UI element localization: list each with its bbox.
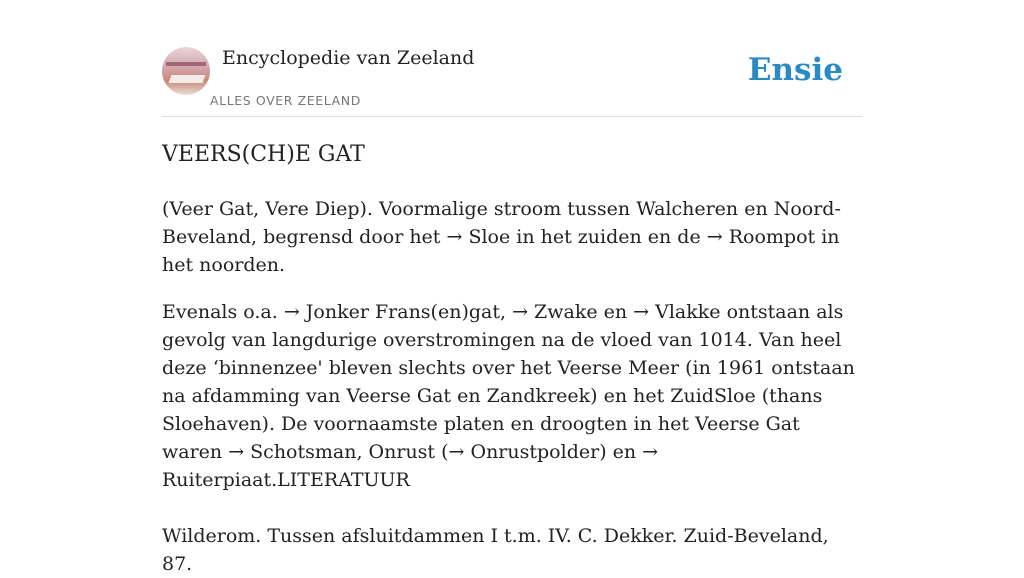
site-header: [162, 0, 862, 117]
site-subtitle: ALLES OVER ZEELAND: [210, 93, 361, 108]
entry-headword: VEERS(CH)E GAT: [162, 142, 365, 167]
page-content: [162, 0, 862, 578]
xref-link-schotsman[interactable]: → Schotsman: [228, 441, 357, 463]
site-title[interactable]: Encyclopedie van Zeeland: [222, 47, 475, 69]
xref-link-sloe[interactable]: → Sloe: [446, 226, 511, 248]
entry-paragraph-2: Evenals o.a. → Jonker Frans(en)gat, → Zwake en → Vlakke ontstaan als gevolg van langdurige overstromingen na de vloed van 1014. Van heel deze ‘binnenzee' bleven slechts over het Veerse Meer (in 1961 ontstaan na afdamming van Veerse Gat en Zandkreek) en het ZuidSloe (thans Sloehaven). De voornaamste platen en droogten in het Veerse Gat waren → Schotsman, Onrust (→ Onrustpolder) en → Ruiterpiaat.LITERATUUR: [162, 301, 855, 491]
xref-link-onrustpolder[interactable]: → Onrustpolder: [448, 441, 600, 463]
entry-literature: Wilderom. Tussen afsluitdammen I t.m. IV. C. Dekker. Zuid-Beveland, 87.: [162, 525, 829, 575]
xref-link-roompot[interactable]: → Roompot: [706, 226, 816, 248]
brand-logo[interactable]: Ensie: [747, 52, 843, 88]
site-avatar[interactable]: [162, 47, 210, 95]
entry-paragraph-1: (Veer Gat, Vere Diep). Voormalige stroom tussen Walcheren en Noord-Beveland, begrensd door het → Sloe in het zuiden en de → Roompot in het noorden.: [162, 198, 841, 276]
xref-link-jonker-frans-en-gat[interactable]: → Jonker Frans(en)gat: [283, 301, 500, 323]
xref-link-zwake[interactable]: → Zwake: [512, 301, 598, 323]
xref-link-vlakke[interactable]: → Vlakke: [633, 301, 721, 323]
xref-link-ruiterpiaat[interactable]: → Ruiterpiaat: [162, 441, 659, 491]
